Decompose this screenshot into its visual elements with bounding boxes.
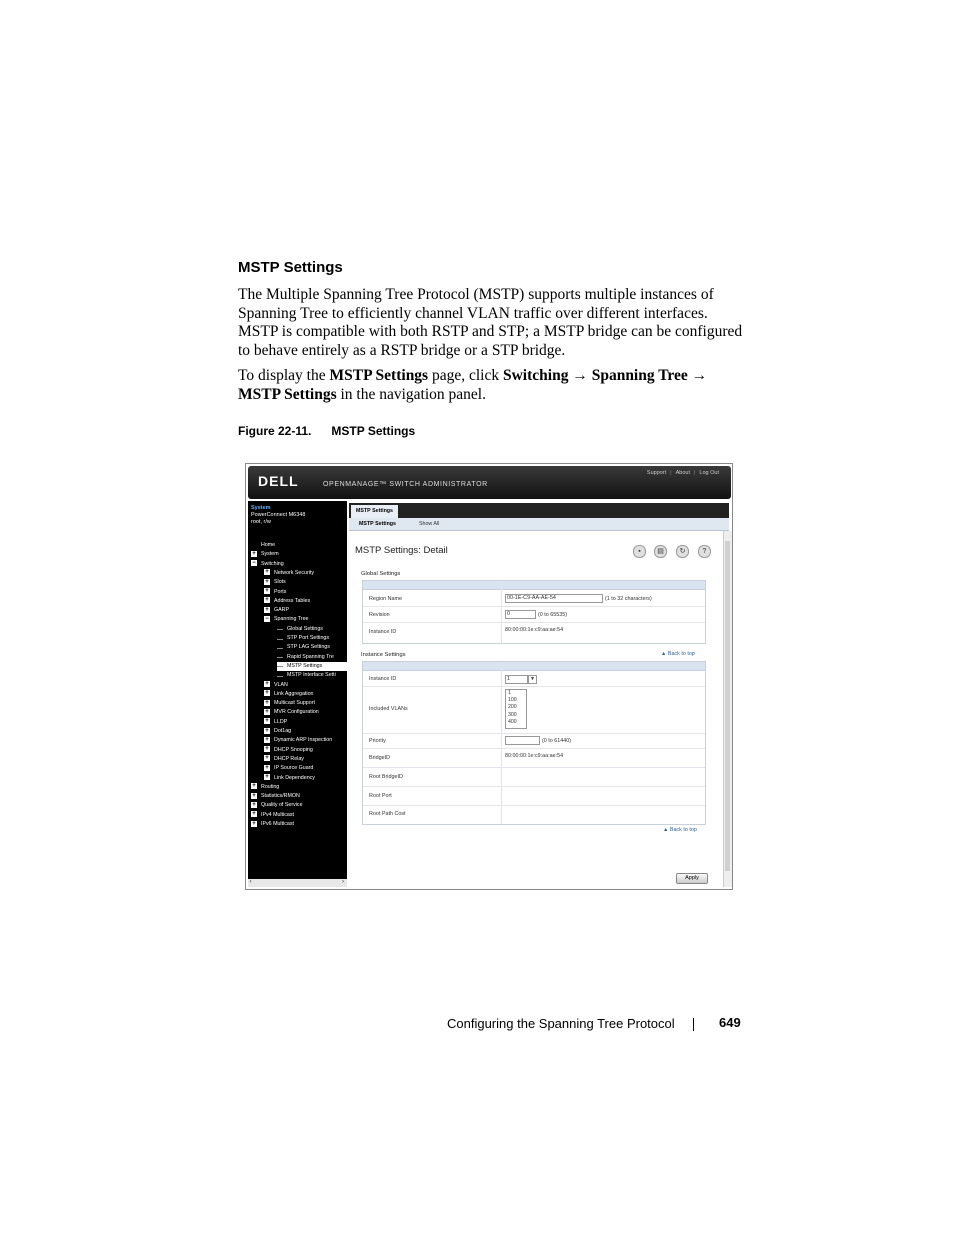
root-bridge-id-label: Root BridgeID — [369, 774, 403, 780]
nav-item-label: MSTP Settings — [287, 662, 323, 669]
nav-item[interactable] — [277, 653, 347, 662]
bridge-id-row — [363, 749, 705, 768]
global-instance-id-label: Instance ID — [369, 629, 397, 635]
chevron-down-icon[interactable]: ▼ — [528, 675, 537, 684]
nav-item[interactable] — [264, 699, 347, 708]
nav-item[interactable] — [251, 550, 347, 559]
section-title: MSTP Settings — [238, 259, 343, 276]
back-to-top-link[interactable]: ▲ Back to top — [661, 651, 695, 657]
nav-item-label: GARP — [274, 607, 290, 614]
expand-icon[interactable]: + — [265, 755, 269, 762]
nav-item[interactable] — [264, 690, 347, 699]
nav-item-label: VLAN — [274, 681, 288, 688]
nav-item-label: Quality of Service — [261, 802, 303, 809]
nav-item-label: IP Source Guard — [274, 765, 314, 772]
system-link[interactable]: System — [251, 505, 271, 511]
header-links: Support | About | Log Out — [646, 470, 719, 476]
nav-item[interactable] — [251, 560, 347, 569]
expand-icon[interactable]: + — [265, 699, 269, 706]
footer-divider — [693, 1018, 694, 1031]
vlan-option[interactable]: 400 — [508, 718, 517, 725]
subtab-show-all[interactable]: Show All — [419, 521, 440, 527]
page-number: 649 — [719, 1015, 741, 1030]
expand-icon[interactable]: + — [265, 736, 269, 743]
nav-item-label: Statistics/RMON — [261, 793, 300, 800]
expand-icon[interactable]: + — [265, 690, 269, 697]
region-name-hint: (1 to 32 characters) — [605, 595, 652, 602]
nav-item[interactable] — [264, 736, 347, 745]
vlan-option[interactable]: 300 — [508, 711, 517, 718]
dell-logo: DELL — [258, 473, 299, 489]
instance-settings-label: Instance Settings — [361, 652, 406, 658]
tree-line-icon — [277, 626, 283, 630]
apply-button[interactable]: Apply — [676, 873, 708, 884]
expand-icon[interactable]: + — [265, 764, 269, 771]
tab-mstp-settings[interactable]: MSTP Settings — [351, 505, 398, 518]
subtab-bar — [349, 518, 729, 531]
nav-item[interactable] — [264, 718, 347, 727]
figure-caption: Figure 22-11. MSTP Settings — [238, 424, 416, 438]
nav-item-label: DHCP Snooping — [274, 746, 313, 753]
nav-item-label: Switching — [261, 560, 284, 567]
figure-screenshot — [245, 463, 733, 890]
collapse-icon[interactable]: − — [265, 615, 269, 622]
instance-settings-panel — [362, 661, 706, 825]
expand-icon[interactable]: + — [265, 597, 269, 604]
tree-line-icon — [277, 654, 283, 658]
nav-item-label: IPv4 Multicast — [261, 811, 294, 818]
nav-item[interactable] — [264, 615, 347, 624]
vlan-option[interactable]: 1 — [508, 690, 511, 696]
nav-item-label: STP Port Settings — [287, 635, 330, 641]
nav-item[interactable] — [251, 811, 347, 820]
system-model: PowerConnect M6348 — [251, 512, 306, 518]
nav-item-label: Dot1ag — [274, 728, 292, 734]
tree-line-icon — [277, 663, 283, 667]
nav-item-label: Global Settings — [287, 625, 323, 632]
running-footer: Configuring the Spanning Tree Protocol — [447, 1016, 675, 1031]
expand-icon[interactable]: + — [252, 820, 256, 827]
instance-id-select-row — [363, 672, 705, 687]
help-icon[interactable]: ? — [698, 545, 711, 558]
nav-item-label: Ports — [274, 588, 287, 595]
expand-icon[interactable]: + — [252, 811, 256, 818]
nav-item-label: Multicast Support — [274, 700, 315, 707]
priority-input[interactable] — [505, 736, 540, 745]
root-port-row — [363, 787, 705, 806]
region-name-label: Region Name — [369, 596, 402, 602]
root-port-label: Root Port — [369, 793, 392, 799]
nav-item[interactable] — [264, 746, 347, 755]
global-settings-panel — [362, 580, 706, 644]
root-path-cost-row — [363, 806, 705, 823]
system-info — [251, 505, 305, 526]
instruction-paragraph: To display the MSTP Settings page, click Switching → Spanning Tree → MSTP Settings in the navigation panel. — [238, 367, 708, 403]
refresh-icon[interactable]: ↻ — [676, 545, 689, 558]
bridge-id-value: 80:00:00:1e:c9:aa:ae:54 — [505, 753, 564, 759]
nav-item-label: Home — [261, 542, 276, 548]
included-vlans-label: Included VLANs — [369, 706, 408, 712]
subtab-mstp-settings[interactable]: MSTP Settings — [359, 521, 396, 527]
global-instance-id-value: 80:00:00:1e:c9:aa:ae:54 — [505, 627, 564, 633]
nav-item-label: Routing — [261, 783, 280, 790]
revision-label: Revision — [369, 612, 390, 618]
nav-item[interactable] — [264, 764, 347, 773]
nav-item[interactable] — [264, 588, 347, 597]
expand-icon[interactable]: + — [265, 774, 269, 781]
print-icon[interactable]: ▤ — [654, 545, 667, 558]
expand-icon[interactable]: + — [265, 606, 269, 613]
nav-item[interactable] — [264, 681, 347, 690]
nav-item[interactable] — [264, 755, 347, 764]
app-title: OPENMANAGE™ SWITCH ADMINISTRATOR — [323, 481, 488, 488]
intro-paragraph: The Multiple Spanning Tree Protocol (MSTP) supports multiple instances of Spanning Tree to efficiently channel VLAN traffic over different interfaces. MSTP is compatible with both RSTP and STP; a MSTP bridge can be configured to behave entirely as a RSTP bridge or a STP bridge. — [238, 286, 743, 360]
root-bridge-id-row — [363, 768, 705, 787]
expand-icon[interactable]: + — [252, 792, 256, 799]
priority-row — [363, 734, 705, 749]
support-link[interactable]: Support — [646, 470, 667, 476]
save-icon[interactable]: ▪ — [633, 545, 646, 558]
tab-bar — [349, 503, 729, 518]
nav-item[interactable] — [264, 727, 347, 736]
expand-icon[interactable]: + — [265, 746, 269, 753]
tree-line-icon — [277, 636, 283, 640]
instance-id-row — [363, 623, 705, 641]
app-header — [248, 466, 731, 499]
nav-item[interactable] — [251, 801, 347, 810]
nav-item[interactable] — [277, 671, 347, 680]
nav-item[interactable] — [264, 578, 347, 587]
bridge-id-label: BridgeID — [369, 755, 390, 761]
nav-item-label: Slots — [274, 579, 286, 586]
region-name-row — [363, 591, 705, 607]
revision-row — [363, 607, 705, 623]
nav-item-label: IPv6 Multicast — [261, 821, 294, 827]
nav-item-label: Network Security — [274, 569, 315, 576]
nav-item[interactable] — [264, 708, 347, 717]
nav-item-label: Address Tables — [274, 597, 311, 604]
nav-item-label: System — [261, 551, 279, 558]
collapse-icon[interactable]: − — [252, 560, 256, 567]
sidebar-hscrollbar[interactable]: ‹ › — [248, 879, 347, 887]
nav-item[interactable] — [277, 643, 347, 652]
nav-item-label: Dynamic ARP Inspection — [274, 737, 333, 744]
nav-item-label: Rapid Spanning Tre — [287, 653, 334, 660]
nav-item-label: STP LAG Settings — [287, 644, 330, 651]
nav-item[interactable] — [277, 662, 347, 671]
revision-hint: (0 to 65535) — [538, 611, 568, 618]
nav-item-label: Link Dependency — [274, 774, 315, 781]
revision-input[interactable]: 0 — [505, 610, 536, 619]
nav-item-label: MSTP Interface Setti — [287, 672, 336, 679]
nav-item-label: Spanning Tree — [274, 616, 309, 623]
expand-icon[interactable]: + — [252, 801, 256, 808]
nav-item[interactable] — [277, 634, 347, 643]
page-title: MSTP Settings: Detail — [355, 545, 448, 556]
content-area — [349, 531, 721, 887]
nav-item[interactable] — [264, 569, 347, 578]
vlan-option[interactable]: 200 — [508, 704, 517, 711]
nav-item-label: Link Aggregation — [274, 690, 314, 697]
system-user: root, r/w — [251, 519, 271, 525]
included-vlans-row — [363, 687, 705, 734]
expand-icon[interactable]: + — [265, 578, 269, 585]
tree-line-icon — [277, 673, 283, 677]
instance-id-select[interactable]: 1 — [505, 675, 528, 684]
nav-item[interactable] — [251, 783, 347, 792]
nav-item-label: LLDP — [274, 718, 288, 725]
root-path-cost-label: Root Path Cost — [369, 811, 406, 817]
priority-label: Priority — [369, 738, 386, 744]
nav-item[interactable] — [251, 820, 347, 829]
expand-icon[interactable]: + — [265, 681, 269, 688]
region-name-input[interactable]: 00-1E-C9-AA-AE-54 — [505, 594, 603, 603]
back-to-top-link-bottom[interactable]: ▲ Back to top — [663, 827, 697, 833]
content-vscrollbar[interactable] — [723, 531, 732, 887]
vlan-option[interactable]: 100 — [508, 697, 517, 704]
expand-icon[interactable]: + — [265, 727, 269, 734]
expand-icon[interactable]: + — [265, 588, 269, 595]
included-vlans-listbox[interactable] — [505, 689, 527, 729]
nav-item[interactable] — [251, 541, 347, 550]
nav-sidebar — [248, 501, 347, 887]
logout-link[interactable]: Log Out — [699, 470, 719, 476]
nav-item-label: DHCP Relay — [274, 755, 304, 762]
nav-item[interactable] — [277, 625, 347, 634]
instance-id-label: Instance ID — [369, 676, 397, 682]
nav-item[interactable] — [251, 792, 347, 801]
nav-item-label: MVR Configuration — [274, 709, 319, 716]
expand-icon[interactable]: + — [252, 783, 256, 790]
expand-icon[interactable]: + — [265, 718, 269, 725]
nav-item[interactable] — [264, 774, 347, 783]
nav-item[interactable] — [264, 606, 347, 615]
priority-hint: (0 to 61440) — [542, 737, 572, 744]
expand-icon[interactable]: + — [265, 708, 269, 715]
expand-icon[interactable]: + — [265, 569, 269, 576]
expand-icon[interactable]: + — [252, 550, 256, 557]
about-link[interactable]: About — [675, 470, 690, 476]
global-settings-label: Global Settings — [361, 571, 401, 577]
nav-item[interactable] — [264, 597, 347, 606]
tree-line-icon — [251, 543, 257, 546]
tree-line-icon — [277, 645, 283, 649]
